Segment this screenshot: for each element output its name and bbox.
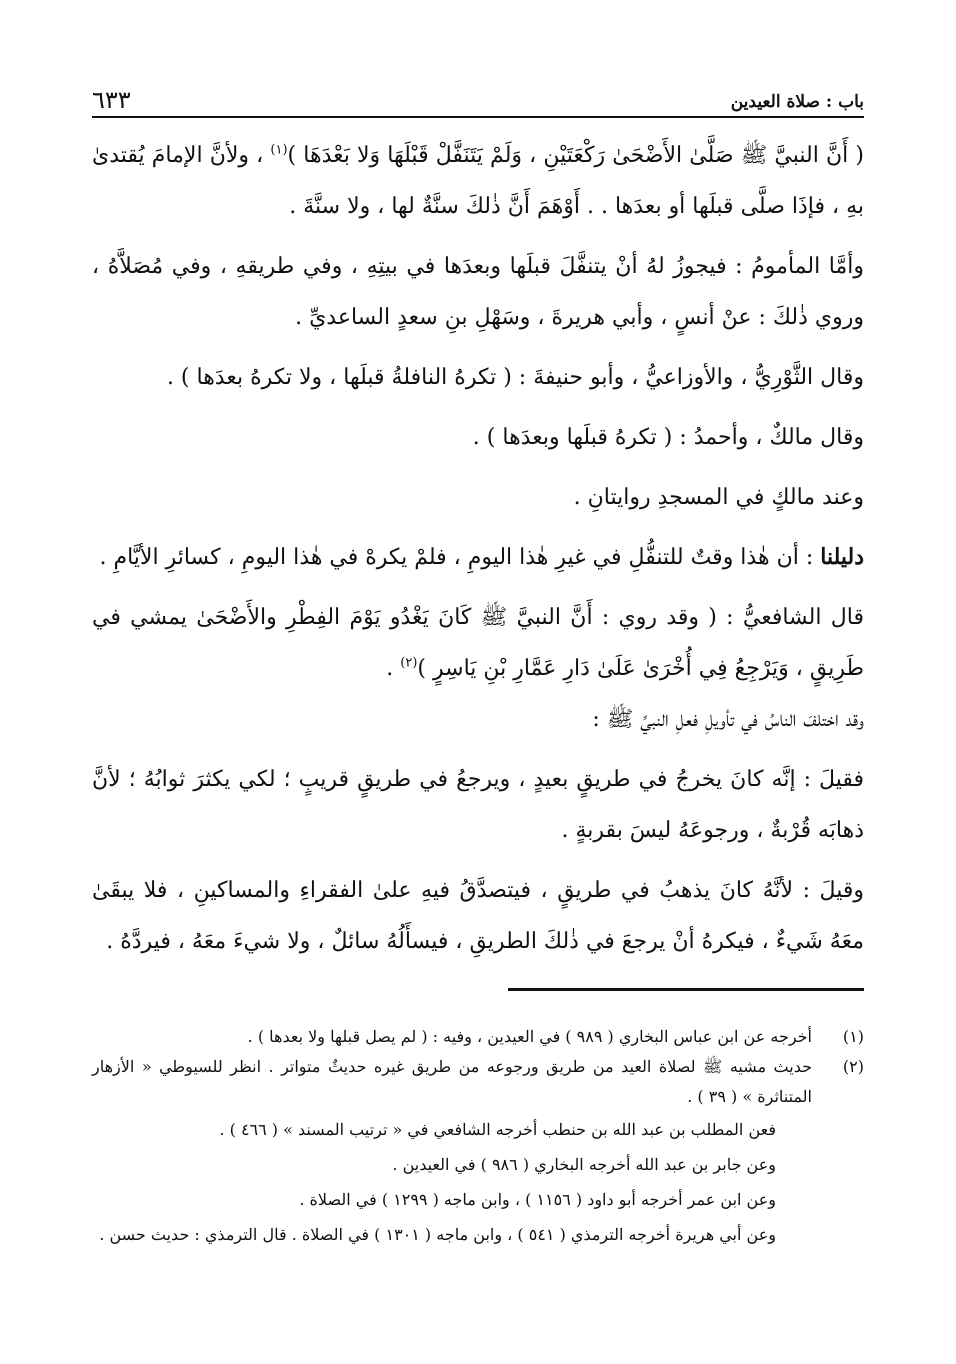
footnotes [92,1022,864,1252]
footnote-1-number: (١) [842,1027,864,1046]
paragraph-2: وأمَّا المأمومُ : فيجوزُ لهُ أنْ يتنفَّلَ قبلَها وبعدَها في بيتِهِ ، وفي طريقهِ ، وفي مُصَلاَّهُ ، وروي ذٰلكَ : عنْ أنسٍ ، وأبي هريرةَ ، وسَهْلِ بنِ سعدٍ الساعديِّ . [92,254,864,330]
paragraph-7-text: قال الشافعيُّ : ( وقد روي : أَنَّ النبيَّ ﷺ كَانَ يَغْدُو يَوْمَ الفِطْرِ والأَضْحَىٰ يمشي في طَرِيقٍ ، وَيَرْجِعُ فِي أُخْرَىٰ عَلَىٰ دَارِ عَمَّارِ بْنِ يَاسِرٍ ) [92,605,864,681]
paragraph-7 [92,592,864,694]
footnote-ref-2: (٢) [400,655,418,671]
paragraph-1 [92,130,864,232]
chapter-title: باب : صلاة العيدين [730,92,864,112]
footnote-2-source-1: فعن المطلب بن عبد الله بن حنطب أخرجه الشافعي في « ترتيب المسند » ( ٤٦٦ ) . [219,1120,776,1139]
paragraph-6 [92,532,864,583]
paragraph-6-text: : أن هٰذا وقتٌ للتنفُّلِ في غيرِ هٰذا اليومِ ، فلمْ يكرهْ في هٰذا اليومِ ، كسائرِ الأيَّامِ . [99,545,821,570]
paragraph-4: وقال مالكٌ ، وأحمدُ : ( تكرهُ قبلَها وبعدَها ) . [472,425,864,450]
page-header [92,82,864,118]
footnote-ref-1: (١) [270,142,288,158]
footnote-2-source-2: وعن جابر بن عبد الله أخرجه البخاري ( ٩٨٦ ) في العيدين . [392,1155,776,1174]
page-number: ٦٣٣ [92,86,131,114]
footnote-2-number: (٢) [842,1057,864,1076]
footnote-2-text: حديث مشيه ﷺ لصلاة العيد من طريق ورجوعه من طريق غيره حديثٌ متواتر . انظر للسيوطي « الأزهار المتناثرة » ( ٣٩ ) . [92,1057,812,1106]
footnote-1-text: أخرجه عن ابن عباس البخاري ( ٩٨٩ ) في العيدين ، وفيه : ( لم يصل قبلها ولا بعدها ) . [247,1027,812,1046]
footnote-divider [508,988,864,991]
footnote-2 [92,1052,864,1112]
main-text [92,130,864,967]
footnote-1 [92,1022,864,1052]
paragraph-3: وقال الثَّوْرِيُّ ، والأوزاعيُّ ، وأبو حنيفةَ : ( تكرهُ النافلةُ قبلَها ، ولا تكرهُ بعدَها ) . [166,365,864,390]
paragraph-1-text: ( أَنَّ النبيَّ ﷺ صَلَّىٰ الأَضْحَىٰ رَكْعَتَيْنِ ، وَلَمْ يَتَنَفَّلْ قَبْلَهَا وَلا بَعْدَهَا ) [287,143,864,168]
evidence-label: دليلنا [820,544,864,570]
paragraph-9: فقيلَ : إنَّه كانَ يخرجُ في طريقٍ بعيدٍ ، ويرجعُ في طريقٍ قريبٍ ؛ لكي يكثرَ ثوابُهُ ؛ لأنَّ ذهابَه قُرْبةٌ ، ورجوعَهُ ليسَ بقربةٍ . [92,767,864,843]
paragraph-1-end: ، ولأنَّ الإمامَ يُقتدىٰ بهِ ، فإذَا صلَّى قبلَها أو بعدَها . . أَوْهَمَ أَنَّ ذٰلكَ سنَّةٌ لها ، ولا سنَّةَ . [92,143,864,219]
footnote-2-source-3: وعن ابن عمر أخرجه أبو داود ( ١١٥٦ ) ، وابن ماجه ( ١٢٩٩ ) في الصلاة . [299,1190,776,1209]
paragraph-8: وقد اختلفَ الناسُ في تأويلِ فعلِ النبيِّ ﷺ : [592,707,864,732]
footnote-2-source-4: وعن أبي هريرة أخرجه الترمذي ( ٥٤١ ) ، وابن ماجه ( ١٣٠١ ) في الصلاة . قال الترمذي : حديث حسن . [99,1225,776,1244]
paragraph-7-end: . [386,656,401,681]
paragraph-10: وقيلَ : لأنَّهُ كانَ يذهبُ في طريقٍ ، فيتصدَّقُ فيهِ علىٰ الفقراءِ والمساكينِ ، فلا يبقَىٰ معَهُ شَيءٌ ، فيكرهُ أنْ يرجعَ في ذٰلكَ الطريقِ ، فيسأَلُهُ سائلٌ ، ولا شيءَ معَهُ ، فيردَّهُ . [92,878,864,954]
paragraph-5: وعند مالكٍ في المسجدِ روايتانِ . [573,485,864,510]
